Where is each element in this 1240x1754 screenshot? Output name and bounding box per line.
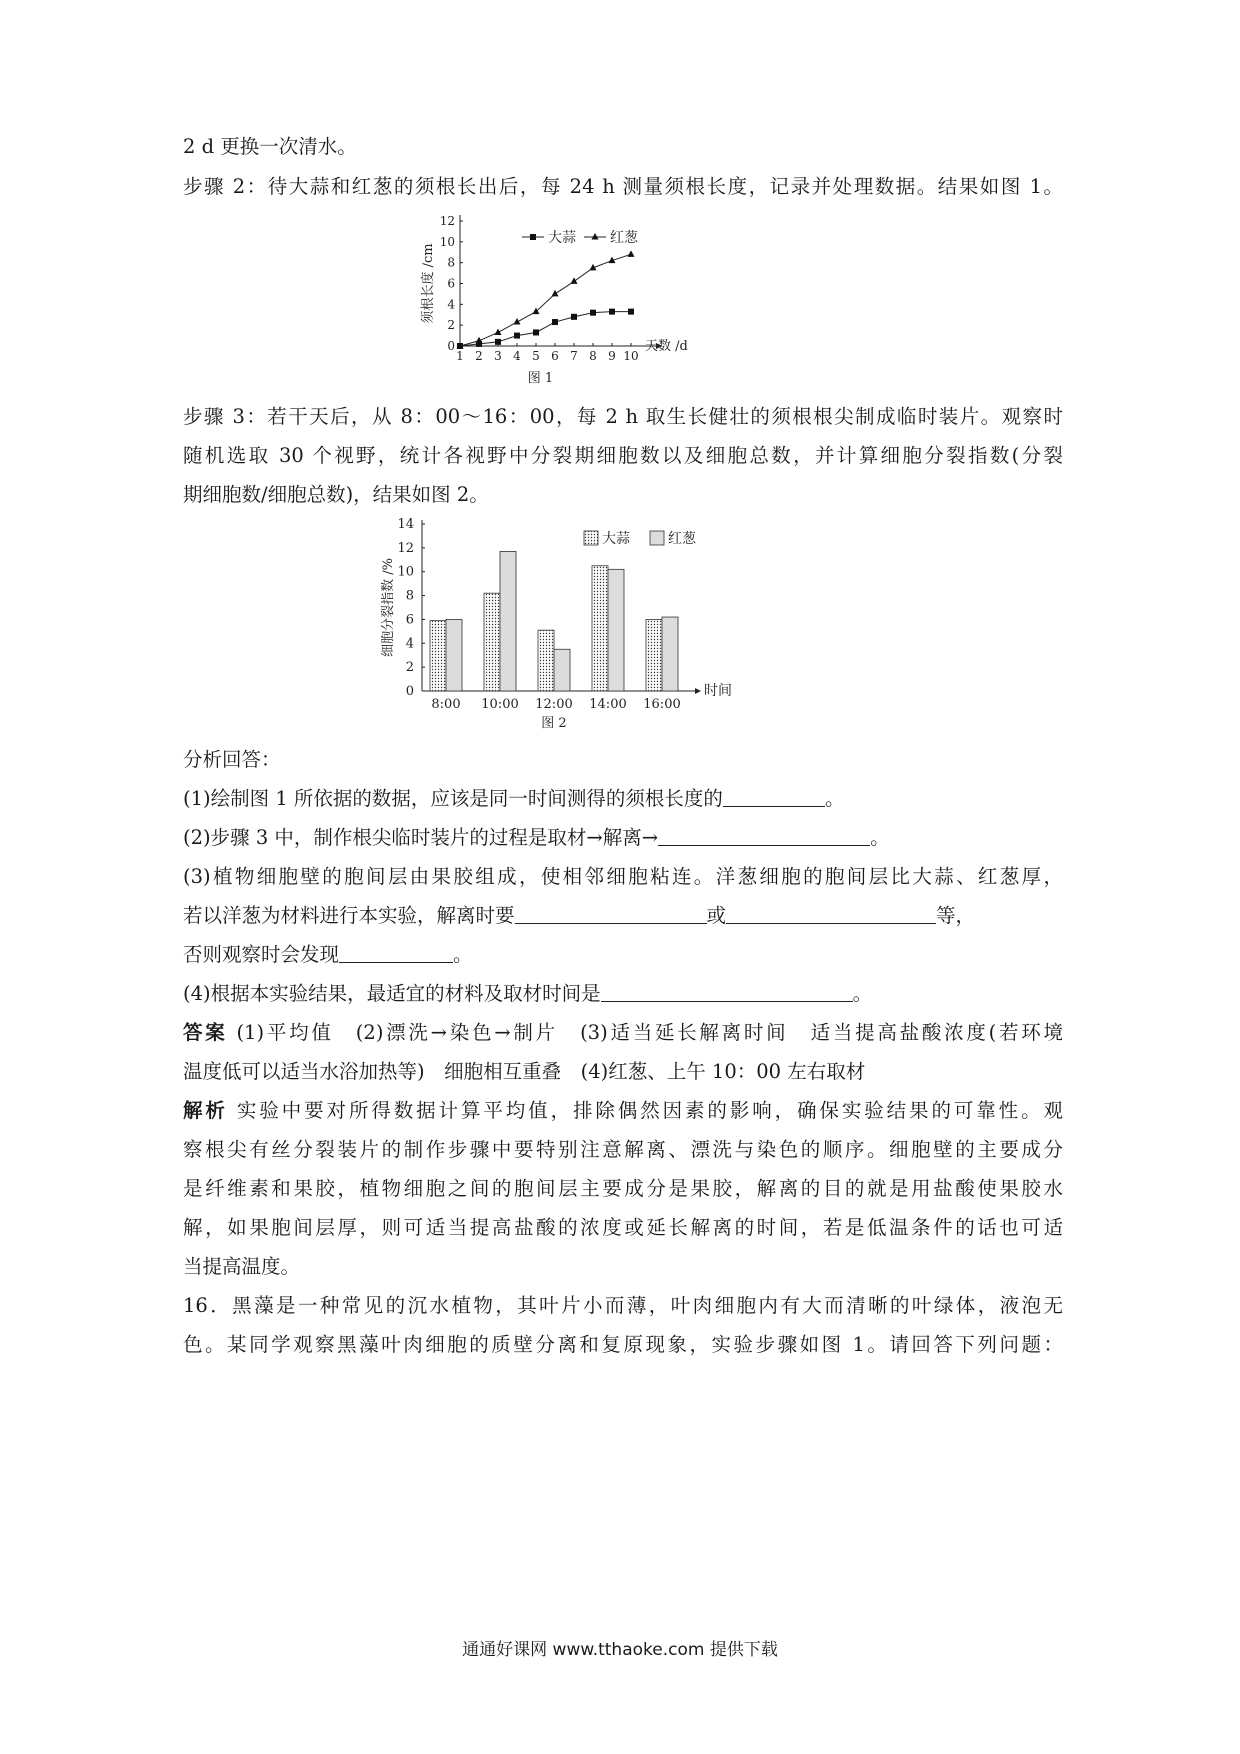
x-tick-label: 12:00 — [535, 697, 573, 712]
y-tick-label: 4 — [447, 297, 455, 312]
x-tick-label: 9 — [608, 349, 616, 363]
x-tick-label: 10 — [623, 349, 639, 363]
x-axis-label: 天数 /d — [645, 339, 688, 354]
x-tick-label: 3 — [494, 349, 502, 363]
question-16-line-1: 16．黑藻是一种常见的沉水植物，其叶片小而薄，叶肉细胞内有大而清晰的叶绿体，液泡无 — [183, 1294, 1063, 1317]
data-point-square — [533, 329, 539, 335]
bar-dotted — [430, 621, 446, 691]
y-tick-label: 0 — [447, 339, 455, 353]
answer-blank — [658, 825, 870, 846]
explanation-label: 解析 — [183, 1099, 228, 1122]
data-point-triangle — [552, 290, 559, 297]
question-4: (4)根据本实验结果，最适宜的材料及取材时间是 。 — [183, 982, 873, 1005]
data-point-square — [590, 310, 596, 316]
data-point-triangle — [571, 277, 578, 284]
x-tick-label: 2 — [475, 349, 483, 363]
data-point-triangle — [495, 328, 502, 335]
legend-marker — [592, 233, 599, 240]
y-tick-label: 2 — [405, 660, 414, 676]
answer-blank — [601, 981, 853, 1002]
x-tick-label: 1 — [456, 349, 464, 363]
question-1: (1)绘制图 1 所依据的数据，应该是同一时间测得的须根长度的 。 — [183, 787, 845, 810]
x-tick-label: 10:00 — [481, 697, 519, 712]
question-3-line-3: 否则观察时会发现 。 — [183, 943, 473, 966]
legend-label: 大蒜 — [602, 531, 630, 547]
x-axis-label: 时间 — [704, 683, 732, 699]
question-3-line-2: 若以洋葱为材料进行本实验，解离时要 或 等， — [183, 904, 976, 927]
question-2: (2)步骤 3 中，制作根尖临时装片的过程是取材→解离→ 。 — [183, 826, 890, 849]
figure-1-line-chart — [420, 208, 740, 388]
data-point-triangle — [628, 250, 635, 257]
answer-blank — [726, 903, 936, 924]
bar-dotted — [538, 630, 554, 691]
answer-line-2: 温度低可以适当水浴加热等) 细胞相互重叠 (4)红葱、上午 10：00 左右取材 — [183, 1060, 866, 1083]
question-3-line-1: (3)植物细胞壁的胞间层由果胶组成，使相邻细胞粘连。洋葱细胞的胞间层比大蒜、红葱厚， — [183, 865, 1063, 888]
x-tick-label: 8 — [589, 349, 597, 363]
data-point-square — [495, 339, 501, 345]
text-line: 分析回答： — [183, 748, 281, 771]
answer-blank — [515, 903, 707, 924]
y-tick-label: 8 — [405, 588, 414, 604]
data-point-square — [514, 333, 520, 339]
x-tick-label: 5 — [532, 349, 540, 363]
answer-blank — [723, 786, 825, 807]
y-tick-label: 6 — [405, 612, 414, 628]
y-tick-label: 14 — [397, 517, 414, 532]
data-point-square — [571, 314, 577, 320]
legend-swatch-dotted — [584, 531, 598, 545]
series-line-square — [460, 312, 631, 346]
y-tick-label: 0 — [405, 684, 414, 699]
text-line: 步骤 2：待大蒜和红葱的须根长出后，每 24 h 测量须根长度，记录并处理数据。结果如图 1。 — [183, 175, 1063, 198]
x-tick-label: 8:00 — [431, 697, 461, 712]
explanation-line: 察根尖有丝分裂装片的制作步骤中要特别注意解离、漂洗与染色的顺序。细胞壁的主要成分 — [183, 1138, 1063, 1161]
bar-light-gray — [554, 649, 570, 691]
answer-line-1: 答案 (1)平均值 (2)漂洗→染色→制片 (3)适当延长解离时间 适当提高盐酸浓度(若环境 — [183, 1021, 1063, 1044]
y-tick-label: 12 — [439, 214, 455, 228]
legend-label: 红葱 — [668, 531, 696, 547]
y-tick-label: 10 — [439, 234, 455, 249]
legend-marker — [530, 234, 536, 240]
bar-light-gray — [662, 617, 678, 691]
bar-dotted — [646, 619, 662, 691]
text-line: 2 d 更换一次清水。 — [183, 135, 357, 158]
bar-light-gray — [608, 569, 624, 691]
y-tick-label: 12 — [397, 540, 414, 556]
legend-label: 红葱 — [610, 230, 638, 246]
x-tick-label: 16:00 — [643, 697, 681, 712]
y-tick-label: 6 — [447, 276, 455, 291]
footer-source: 通通好课网 www.tthaoke.com 提供下载 — [462, 1640, 778, 1660]
legend-label: 大蒜 — [548, 230, 576, 246]
text-line: 步骤 3：若干天后，从 8：00～16：00，每 2 h 取生长健壮的须根根尖制成临时装片。观察时 — [183, 405, 1063, 428]
explanation-line: 当提高温度。 — [183, 1255, 301, 1278]
data-point-triangle — [514, 318, 521, 325]
y-axis-label: 细胞分裂指数 /% — [381, 558, 396, 657]
figure-caption: 图 2 — [541, 716, 567, 731]
text-line: 期细胞数/细胞总数)，结果如图 2。 — [183, 483, 489, 506]
legend-swatch-light-gray — [650, 531, 664, 545]
question-16-line-2: 色。某同学观察黑藻叶肉细胞的质壁分离和复原现象，实验步骤如图 1。请回答下列问题： — [183, 1333, 1063, 1356]
y-tick-label: 8 — [447, 255, 455, 270]
x-tick-label: 14:00 — [589, 697, 627, 712]
answer-blank — [339, 942, 453, 963]
data-point-square — [628, 309, 634, 315]
x-tick-label: 7 — [570, 349, 578, 363]
figure-2-bar-chart — [380, 515, 750, 740]
series-line-triangle — [460, 254, 631, 346]
bar-light-gray — [446, 619, 462, 691]
data-point-square — [552, 319, 558, 325]
bar-light-gray — [500, 551, 516, 691]
bar-dotted — [592, 566, 608, 691]
text-line: 随机选取 30 个视野，统计各视野中分裂期细胞数以及细胞总数，并计算细胞分裂指数(分裂 — [183, 444, 1063, 467]
y-tick-label: 10 — [397, 564, 414, 580]
x-tick-label: 6 — [551, 349, 559, 363]
y-tick-label: 4 — [405, 636, 414, 652]
explanation-line: 解，如果胞间层厚，则可适当提高盐酸的浓度或延长解离的时间，若是低温条件的话也可适 — [183, 1216, 1063, 1239]
bar-dotted — [484, 593, 500, 691]
explanation-line-1: 解析 实验中要对所得数据计算平均值，排除偶然因素的影响，确保实验结果的可靠性。观 — [183, 1099, 1063, 1122]
data-point-square — [609, 309, 615, 315]
explanation-line: 是纤维素和果胶，植物细胞之间的胞间层主要成分是果胶，解离的目的就是用盐酸使果胶水 — [183, 1177, 1063, 1200]
x-tick-label: 4 — [513, 349, 521, 363]
data-point-triangle — [533, 308, 540, 315]
figure-caption: 图 1 — [527, 371, 554, 386]
y-tick-label: 2 — [447, 318, 455, 333]
y-axis-label: 须根长度 /cm — [421, 243, 436, 324]
answer-label: 答案 — [183, 1021, 228, 1044]
